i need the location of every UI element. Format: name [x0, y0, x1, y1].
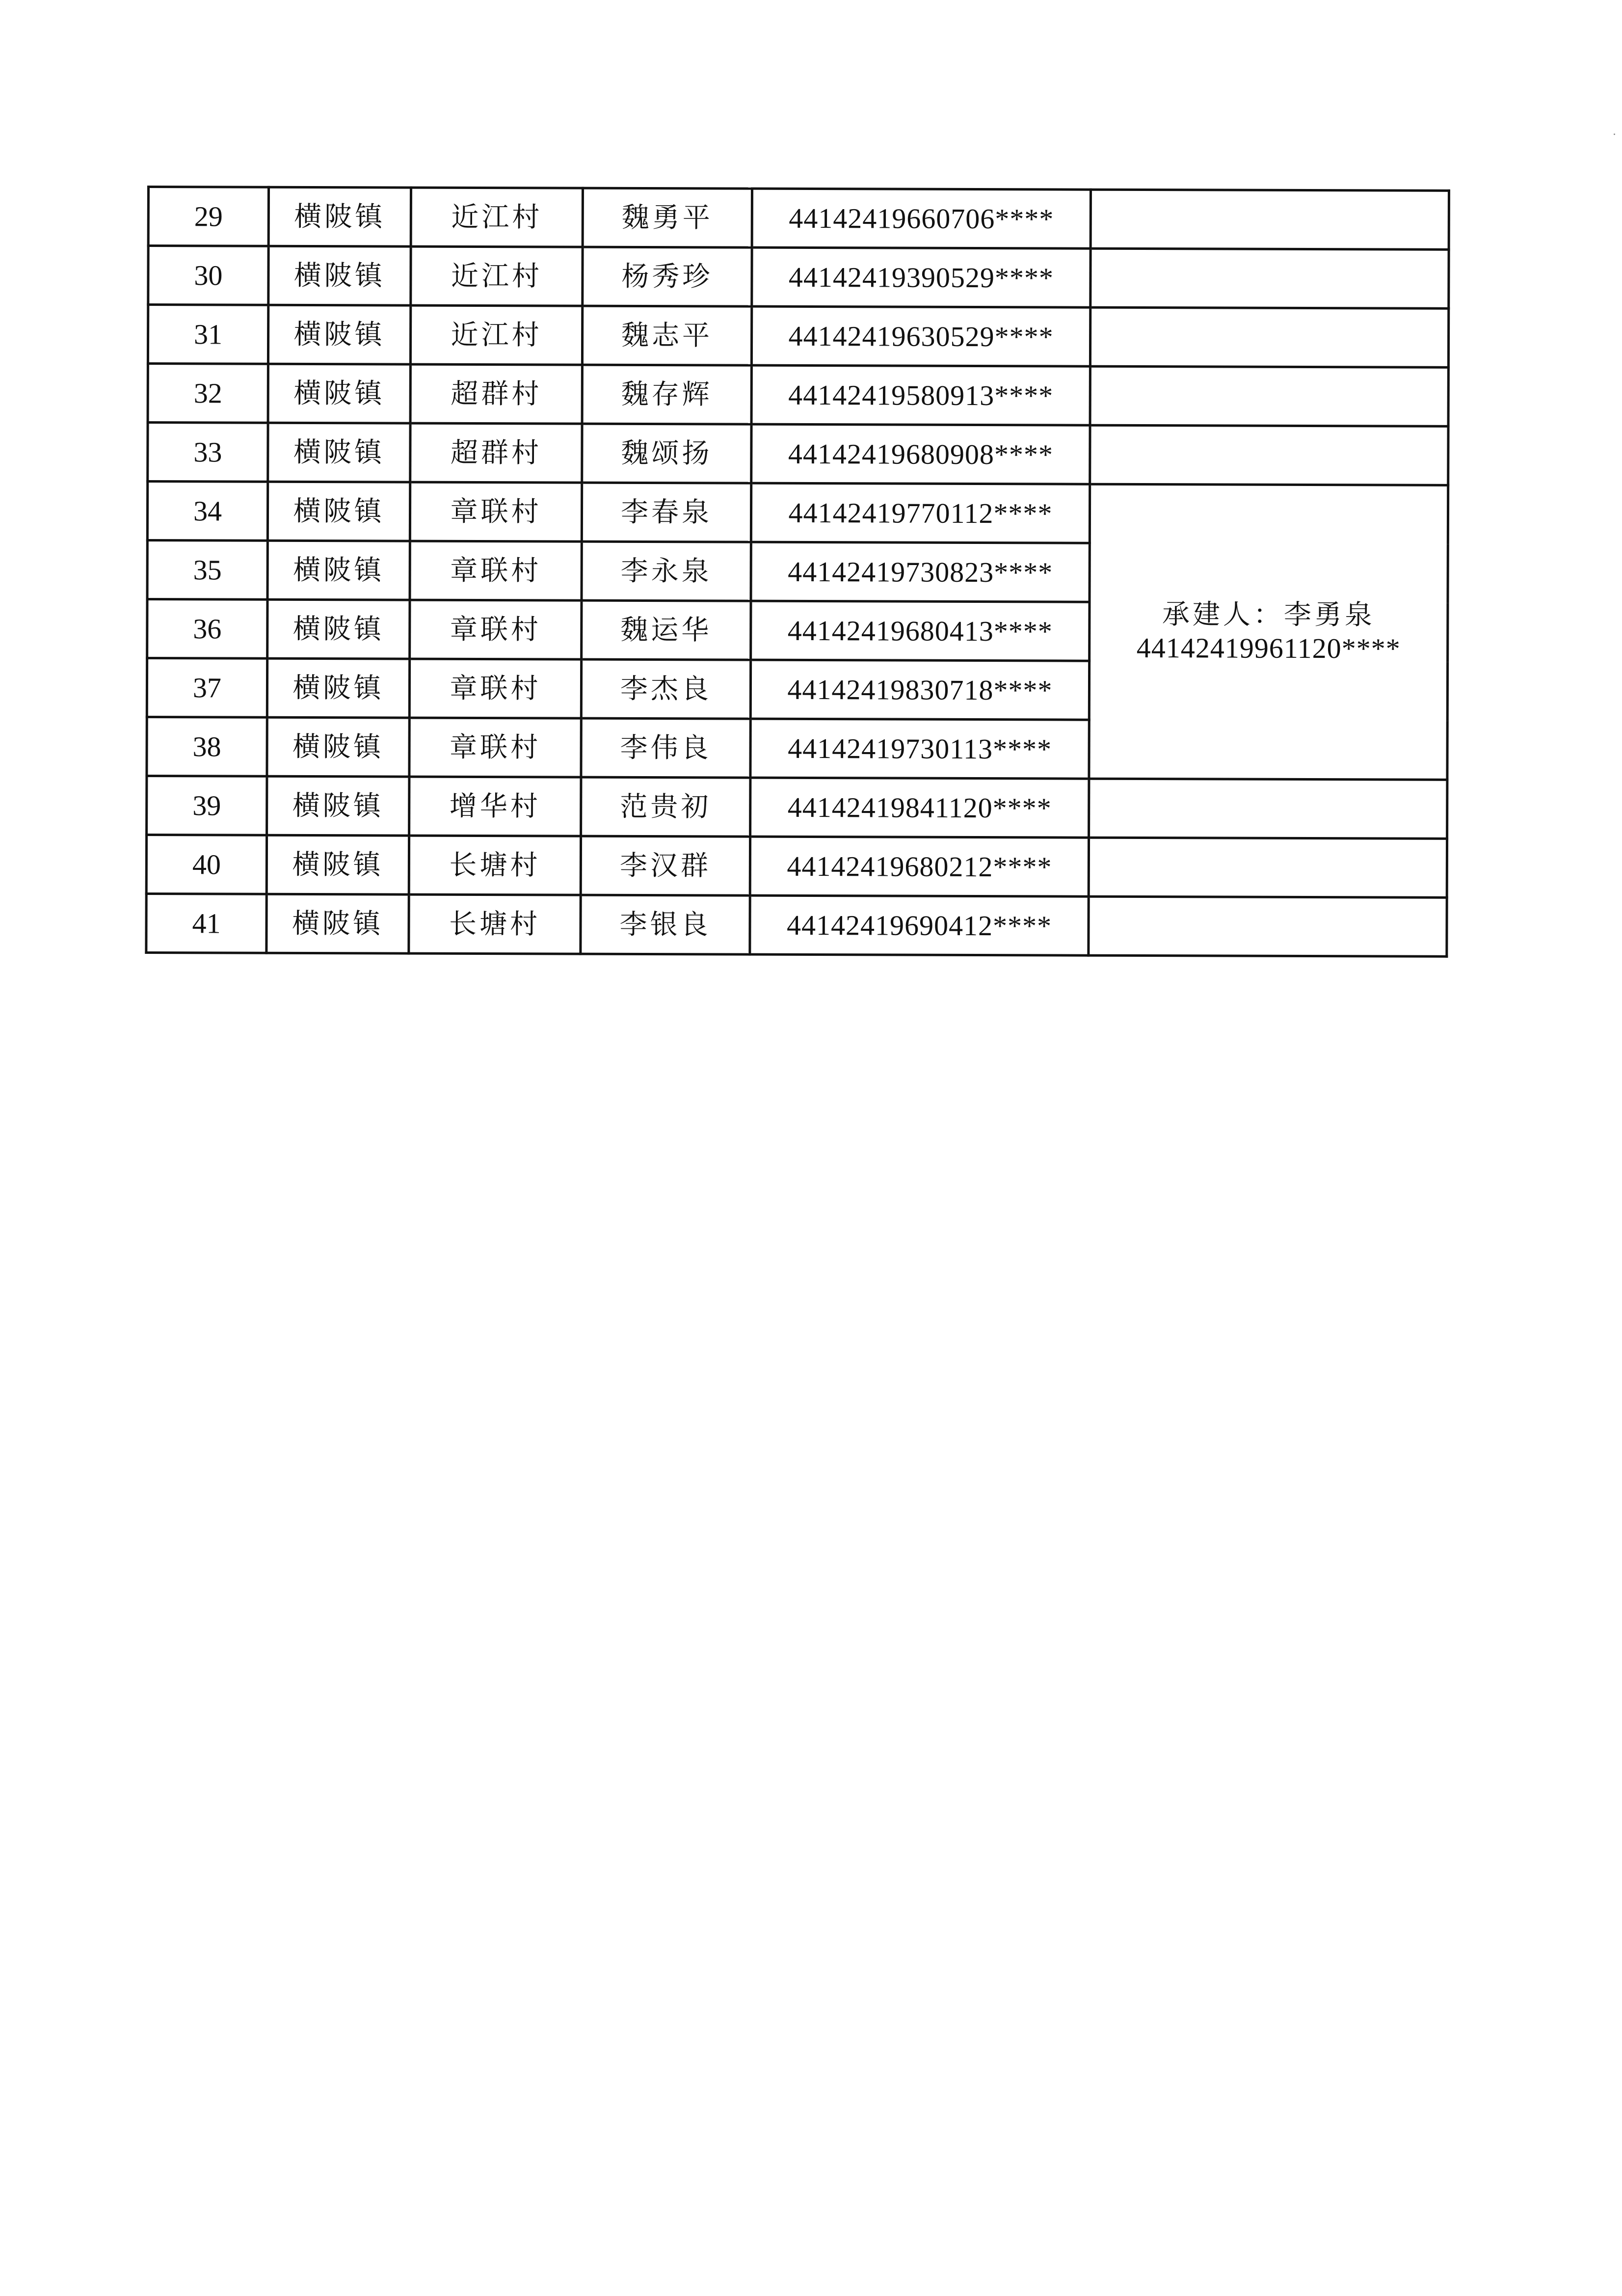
village-cell: 近江村 [410, 305, 582, 365]
remark-cell [1089, 837, 1447, 897]
village-cell: 章联村 [409, 718, 581, 777]
town-cell: 横陂镇 [267, 540, 410, 600]
row-number: 37 [147, 658, 267, 718]
town-cell: 横陂镇 [268, 364, 410, 423]
village-cell: 增华村 [409, 777, 581, 836]
row-number: 31 [148, 305, 268, 364]
id-number-cell: 44142419580913**** [751, 365, 1090, 425]
village-cell: 章联村 [410, 482, 582, 541]
id-number-cell: 44142419680908**** [751, 424, 1090, 484]
id-number-cell: 44142419730113**** [750, 719, 1089, 779]
town-cell: 横陂镇 [268, 187, 411, 246]
remark-cell [1090, 307, 1448, 367]
table-row [148, 187, 1449, 250]
row-number: 32 [148, 364, 268, 423]
name-cell: 魏勇平 [583, 188, 752, 247]
row-number: 35 [147, 540, 267, 600]
group-remark-cell [1089, 484, 1448, 780]
name-cell: 魏志平 [582, 306, 751, 365]
town-cell: 横陂镇 [267, 658, 409, 718]
remark-cell [1089, 779, 1447, 838]
name-cell: 李伟良 [581, 718, 750, 778]
table-row [146, 835, 1447, 898]
name-cell: 魏颂扬 [582, 424, 751, 483]
town-cell: 横陂镇 [267, 482, 410, 541]
name-cell: 李永泉 [582, 541, 751, 601]
village-cell: 长塘村 [409, 894, 581, 954]
town-cell: 横陂镇 [268, 305, 410, 364]
remark-cell [1089, 896, 1447, 956]
town-cell: 横陂镇 [266, 894, 409, 953]
row-number: 40 [146, 835, 266, 894]
table-row [148, 305, 1448, 368]
remark-cell [1090, 189, 1449, 249]
town-cell: 横陂镇 [266, 835, 409, 894]
id-number-cell: 44142419770112**** [751, 483, 1090, 543]
id-number-cell: 44142419690412**** [750, 895, 1089, 955]
village-cell: 章联村 [410, 541, 582, 600]
row-number: 33 [148, 423, 268, 482]
row-number: 29 [148, 187, 268, 246]
table-row [146, 894, 1447, 957]
name-cell: 李汉群 [581, 836, 750, 895]
roster-table [145, 186, 1450, 958]
contractor-label: 承建人：李勇泉 [1162, 598, 1376, 631]
contractor-id-number: 44142419961120**** [1136, 632, 1401, 665]
id-number-cell: 44142419390529**** [752, 247, 1090, 307]
town-cell: 横陂镇 [268, 246, 411, 305]
name-cell: 范贵初 [581, 777, 750, 837]
table-row [148, 364, 1448, 427]
row-number: 38 [147, 717, 267, 777]
village-cell: 超群村 [410, 364, 582, 424]
id-number-cell: 44142419830718**** [750, 660, 1089, 720]
village-cell: 长塘村 [409, 836, 581, 895]
row-number: 30 [148, 246, 268, 305]
row-number: 36 [147, 599, 267, 659]
name-cell: 魏运华 [582, 600, 751, 660]
id-number-cell: 44142419630529**** [751, 306, 1090, 366]
id-number-cell: 44142419660706**** [752, 189, 1090, 248]
village-cell: 超群村 [410, 423, 582, 483]
scan-speck [1614, 134, 1615, 135]
table-row [148, 423, 1448, 486]
id-number-cell: 44142419841120**** [750, 778, 1089, 837]
town-cell: 横陂镇 [267, 599, 410, 659]
name-cell: 李杰良 [581, 659, 750, 719]
name-cell: 魏存辉 [582, 365, 751, 424]
remark-cell [1090, 366, 1448, 426]
name-cell: 李银良 [581, 895, 750, 954]
village-cell: 近江村 [411, 188, 583, 247]
town-cell: 横陂镇 [267, 717, 409, 777]
remark-cell [1090, 425, 1448, 485]
id-number-cell: 44142419680212**** [750, 837, 1089, 896]
remark-cell [1090, 248, 1449, 308]
table-row [147, 482, 1448, 544]
name-cell: 杨秀珍 [583, 247, 752, 306]
row-number: 39 [147, 776, 267, 836]
village-cell: 近江村 [411, 246, 583, 306]
id-number-cell: 44142419680413**** [751, 601, 1090, 661]
town-cell: 横陂镇 [268, 423, 410, 482]
id-number-cell: 44142419730823**** [751, 542, 1090, 602]
village-cell: 章联村 [410, 600, 582, 659]
name-cell: 李春泉 [582, 483, 751, 542]
row-number: 34 [147, 482, 267, 541]
village-cell: 章联村 [409, 659, 581, 718]
row-number: 41 [146, 894, 266, 953]
table-row [147, 776, 1447, 839]
table-row [148, 246, 1449, 309]
town-cell: 横陂镇 [267, 776, 409, 836]
